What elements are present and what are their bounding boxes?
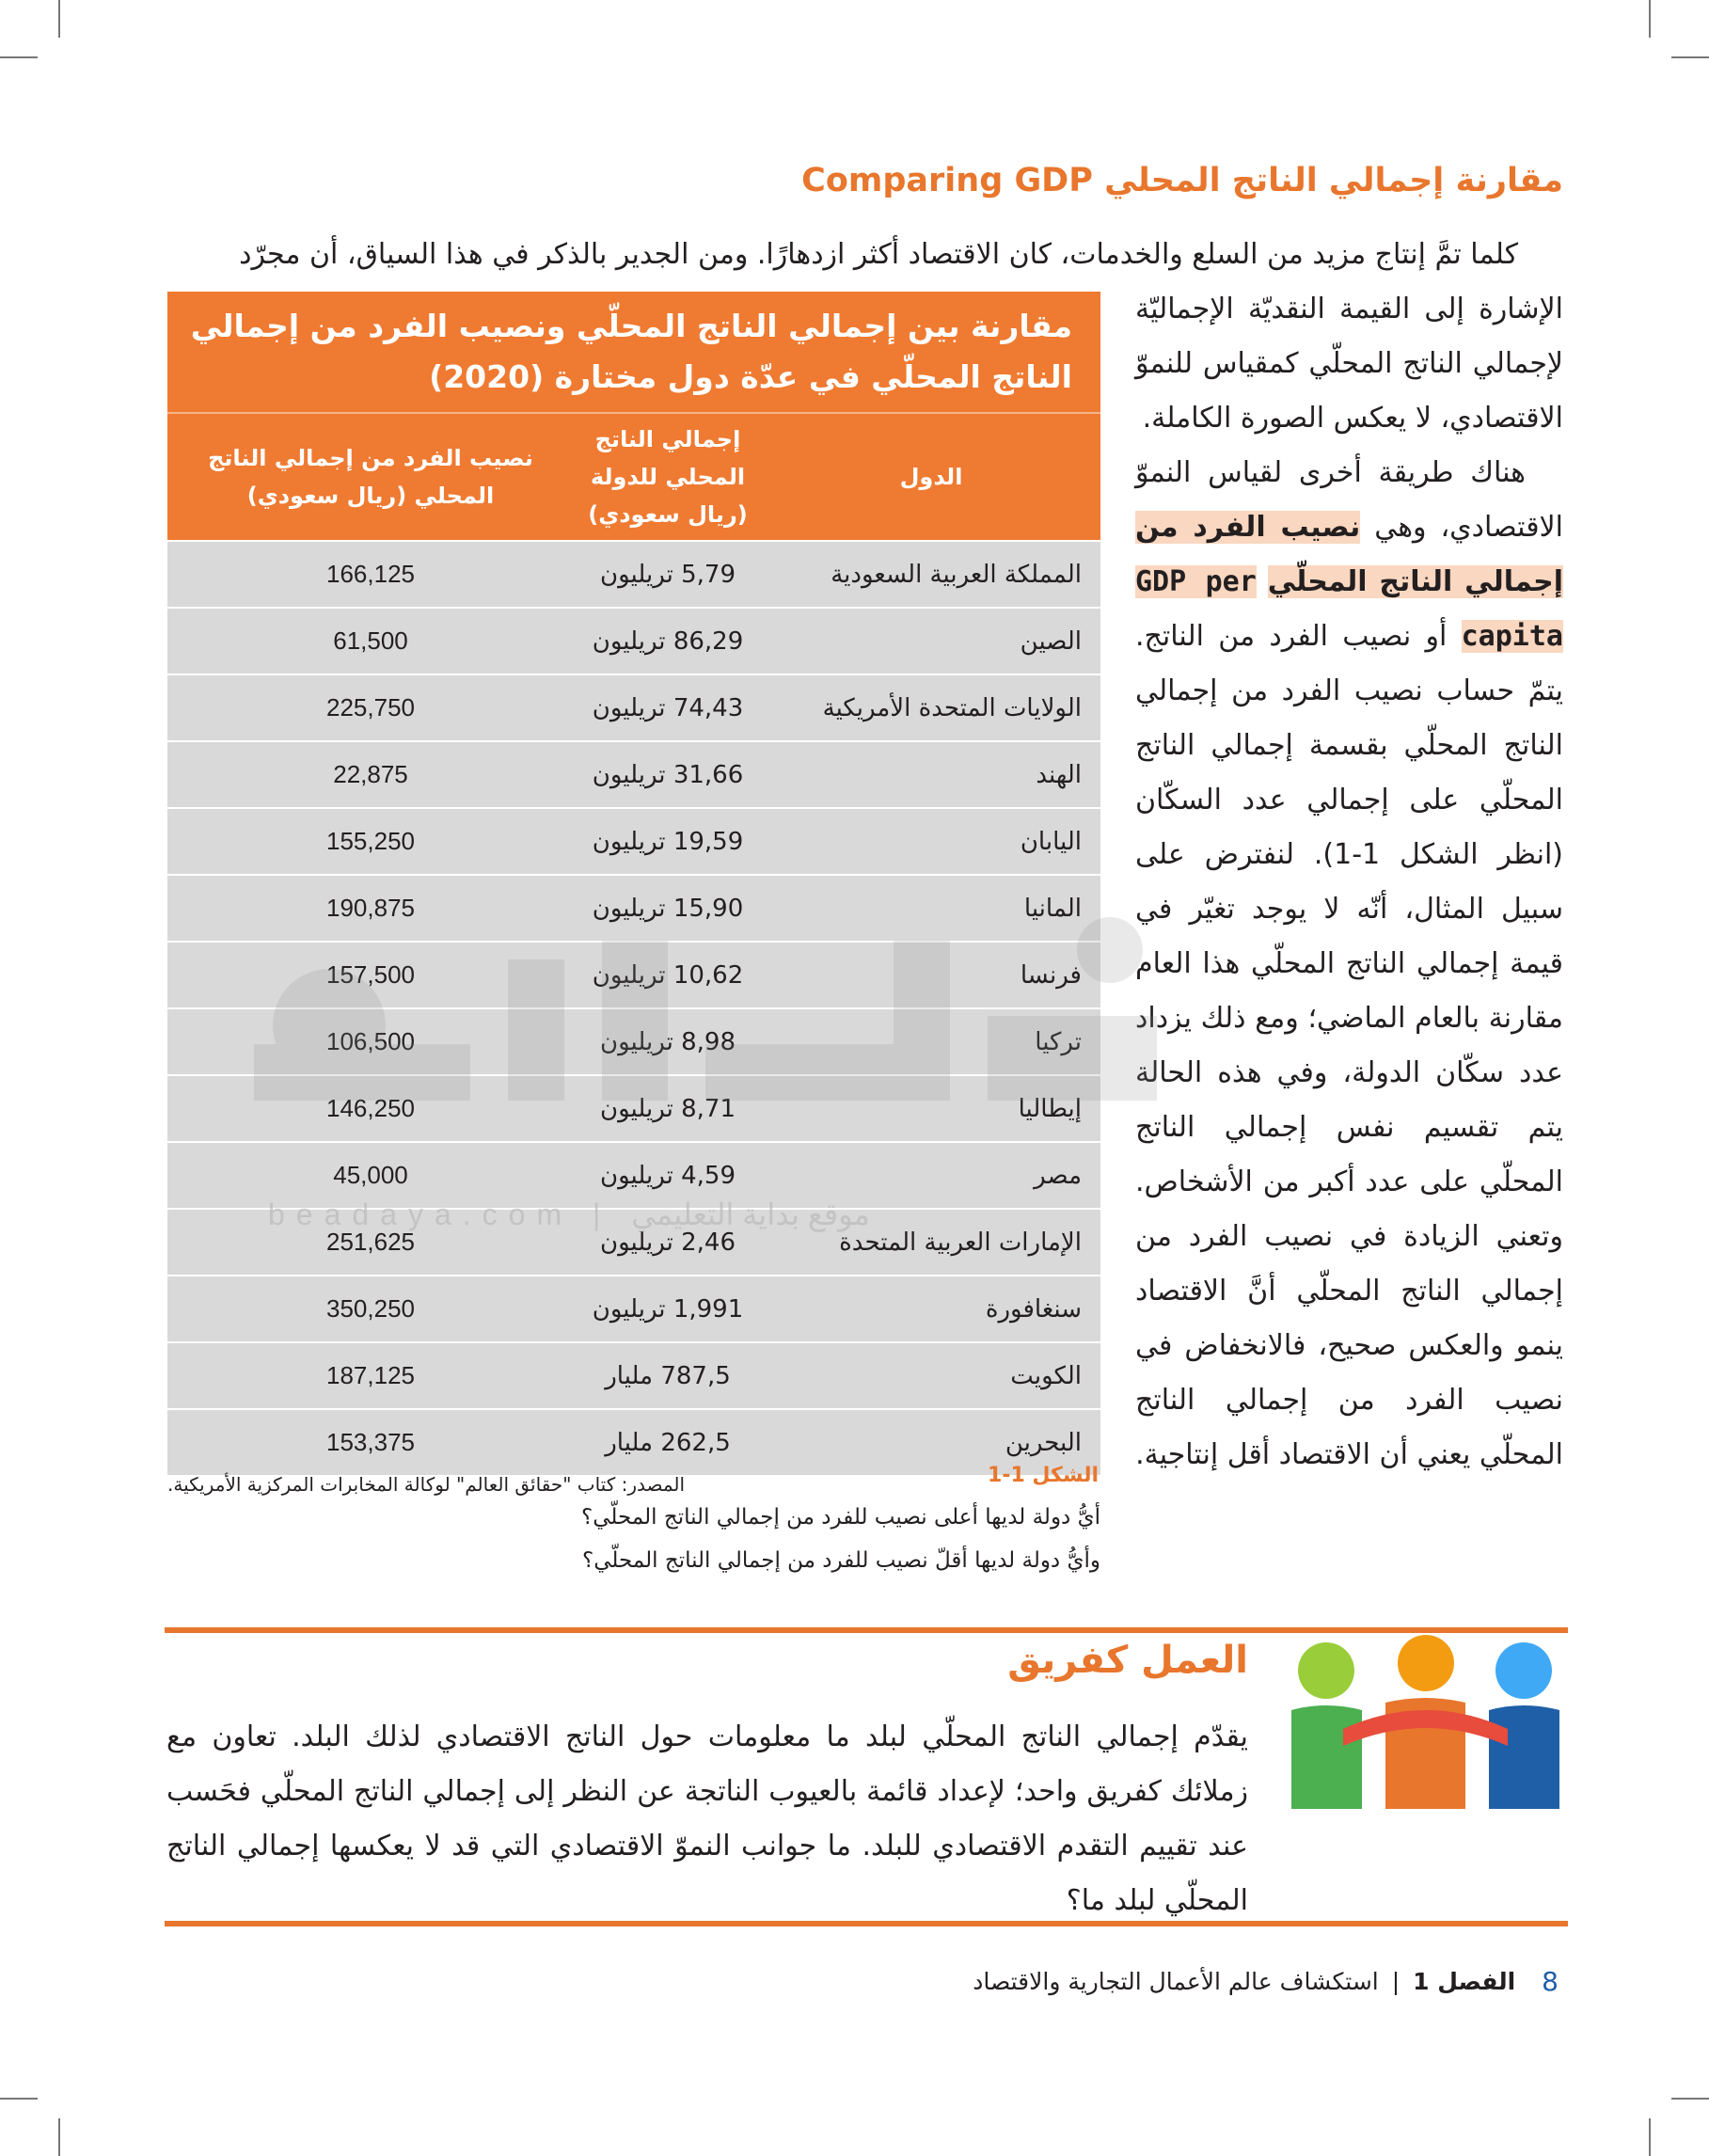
table-row xyxy=(167,607,1100,674)
cell-per-capita: 45,000 xyxy=(333,1161,408,1189)
cell-country: مصر xyxy=(1034,1161,1082,1190)
chapter-label: الفصل 1 xyxy=(1413,1968,1516,1995)
header-per-capita: نصيب الفرد من إجمالي الناتج المحلي (ريال سعودي) xyxy=(208,445,533,509)
cell-per-capita: 225,750 xyxy=(326,693,415,721)
teamwork-title: العمل كفريق xyxy=(1007,1639,1248,1682)
cell-per-capita: 157,500 xyxy=(326,960,415,989)
watermark-url-text: beadaya.com xyxy=(268,1197,574,1231)
cell-gdp: 4,59 تريليون xyxy=(600,1161,736,1190)
cell-gdp: 262,5 مليار xyxy=(605,1428,731,1457)
cell-gdp: 74,43 تريليون xyxy=(592,693,744,722)
table-row xyxy=(167,740,1100,807)
watermark-tagline: موقع بداية التعليمي xyxy=(631,1197,870,1231)
cell-per-capita: 153,375 xyxy=(326,1428,415,1456)
table-row xyxy=(167,941,1100,1007)
cell-per-capita: 22,875 xyxy=(333,760,408,788)
side-paragraph-2 xyxy=(1135,446,1563,1482)
cell-gdp: 15,90 تريليون xyxy=(592,894,744,923)
cell-gdp: 2,46 تريليون xyxy=(600,1228,736,1257)
cell-per-capita: 251,625 xyxy=(326,1228,415,1256)
cell-country: البحرين xyxy=(1005,1428,1082,1457)
cell-per-capita: 166,125 xyxy=(326,560,415,588)
cell-country: سنغافورة xyxy=(985,1294,1082,1324)
cell-per-capita: 187,125 xyxy=(326,1361,415,1389)
table-row xyxy=(167,1074,1100,1141)
teamwork-text: يقدّم إجمالي الناتج المحلّي لبلد ما معلومات حول الناتج الاقتصادي لذلك البلد. تعاون مع زملائك كفريق واحد؛ لإعداد قائمة بالعيوب الناتجة عن النظر إلى إجمالي الناتج المحلّي فحَسب عند تقييم التقدم الاقتصادي للبلد. ما جوانب النموّ الاقتصادي التي قد لا يعكسها إجمالي الناتج المحلّي لبلد ما؟ xyxy=(166,1720,1248,1917)
page-number: 8 xyxy=(1542,1966,1559,1997)
cell-per-capita: 106,500 xyxy=(326,1027,415,1055)
cell-gdp: 1,991 تريليون xyxy=(592,1294,744,1324)
cell-gdp: 10,62 تريليون xyxy=(592,960,744,990)
cell-per-capita: 146,250 xyxy=(326,1094,415,1122)
figure-source: المصدر: كتاب "حقائق العالم" لوكالة المخابرات المركزية الأمريكية. xyxy=(167,1473,686,1496)
side-text xyxy=(1135,282,1563,1482)
cell-country: المملكة العربية السعودية xyxy=(831,560,1082,589)
crop-mark xyxy=(1671,2098,1709,2100)
table-body xyxy=(167,540,1100,1475)
table-row xyxy=(167,1007,1100,1074)
gdp-comparison-table xyxy=(167,292,1100,1475)
cell-country: فرنسا xyxy=(1020,960,1082,990)
cell-gdp: 8,71 تريليون xyxy=(600,1094,736,1123)
table-row xyxy=(167,807,1100,874)
cell-country: تركيا xyxy=(1035,1027,1082,1056)
cell-gdp: 787,5 مليار xyxy=(605,1361,731,1390)
cell-gdp: 31,66 تريليون xyxy=(592,760,744,789)
figure-question-1: أيُّ دولة لديها أعلى نصيب للفرد من إجمالي الناتج المحلّي؟ xyxy=(581,1505,1100,1530)
cell-gdp: 19,59 تريليون xyxy=(592,827,744,856)
chapter-title: استكشاف عالم الأعمال التجارية والاقتصاد xyxy=(973,1968,1379,1995)
page-footer xyxy=(973,1966,1559,1997)
table-row xyxy=(167,674,1100,740)
cell-gdp: 8,98 تريليون xyxy=(600,1027,736,1056)
cell-country: المانيا xyxy=(1023,894,1082,923)
footer-separator: | xyxy=(1391,1968,1400,1995)
cell-country: اليابان xyxy=(1020,827,1082,856)
crop-mark xyxy=(0,56,38,58)
cell-per-capita: 190,875 xyxy=(326,894,415,922)
cell-country: الصين xyxy=(1020,626,1082,656)
intro-paragraph: كلما تمَّ إنتاج مزيد من السلع والخدمات، كان الاقتصاد أكثر ازدهارًا. ومن الجدير بالذكر في هذا السياق، أن مجرّد xyxy=(239,238,1518,271)
cell-gdp: 5,79 تريليون xyxy=(600,560,736,589)
teamwork-icon xyxy=(1287,1635,1564,1814)
cell-country: الولايات المتحدة الأمريكية xyxy=(822,693,1082,722)
crop-mark xyxy=(1649,2118,1651,2156)
figure-label: الشكل 1-1 xyxy=(988,1464,1100,1487)
side-paragraph-2-lead: هناك طريقة أخرى لقياس النموّ الاقتصادي، وهي xyxy=(1135,456,1563,544)
cell-country: الكويت xyxy=(1010,1361,1082,1390)
header-gdp: إجمالي الناتج المحلي للدولة (ريال سعودي) xyxy=(588,426,748,528)
table-header-row xyxy=(167,412,1100,540)
divider-top xyxy=(165,1627,1568,1633)
side-paragraph-2-body: أو نصيب الفرد من الناتج. يتمّ حساب نصيب الفرد من إجمالي الناتج المحلّي بقسمة إجمالي الناتج المحلّي على إجمالي عدد السكّان (انظر الشكل 1-1). لنفترض على سبيل المثال، أنّه لا يوجد تغيّر في قيمة إجمالي الناتج المحلّي هذا العام مقارنة بالعام الماضي؛ ومع ذلك يزداد عدد سكّان الدولة، وفي هذه الحالة يتم تقسيم نفس إجمالي الناتج المحلّي على عدد أكبر من الأشخاص. وتعني الزيادة في نصيب الفرد من إجمالي الناتج المحلّي أنَّ الاقتصاد ينمو والعكس صحيح، فالانخفاض في نصيب الفرد من إجمالي الناتج المحلّي يعني أن الاقتصاد أقل إنتاجية. xyxy=(1135,620,1563,1471)
divider-bottom xyxy=(165,1921,1568,1926)
table-row xyxy=(167,1275,1100,1341)
table-row xyxy=(167,874,1100,941)
cell-per-capita: 350,250 xyxy=(326,1294,415,1323)
watermark-url: beadaya.com | موقع بداية التعليمي xyxy=(268,1197,870,1231)
table-row xyxy=(167,540,1100,607)
table-row xyxy=(167,1341,1100,1408)
highlighted-term: نصيب الفرد من إجمالي الناتج المحلّي xyxy=(1135,511,1563,598)
crop-mark xyxy=(0,2098,38,2100)
table-row xyxy=(167,1408,1100,1475)
figure-question-2: وأيُّ دولة لديها أقلّ نصيب للفرد من إجمالي الناتج المحلّي؟ xyxy=(582,1548,1100,1573)
header-country: الدول xyxy=(899,464,963,490)
side-paragraph-1: الإشارة إلى القيمة النقديّة الإجماليّة لإجمالي الناتج المحلّي كمقياس للنموّ الاقتصادي، لا يعكس الصورة الكاملة. xyxy=(1135,293,1563,435)
cell-country: إيطاليا xyxy=(1018,1094,1082,1123)
cell-country: الهند xyxy=(1036,760,1082,789)
table-title: مقارنة بين إجمالي الناتج المحلّي ونصيب الفرد من إجمالي الناتج المحلّي في عدّة دول مختارة (2020) xyxy=(167,292,1100,412)
cell-per-capita: 61,500 xyxy=(333,626,408,655)
cell-per-capita: 155,250 xyxy=(326,827,415,855)
cell-gdp: 86,29 تريليون xyxy=(592,626,744,656)
crop-mark xyxy=(58,0,60,38)
highlighted-term-en: GDP per capita xyxy=(1135,565,1563,653)
cell-country: الإمارات العربية المتحدة xyxy=(839,1228,1082,1257)
section-heading: مقارنة إجمالي الناتج المحلي Comparing GDP xyxy=(801,162,1563,199)
crop-mark xyxy=(1649,0,1651,38)
crop-mark xyxy=(58,2118,60,2156)
crop-mark xyxy=(1671,56,1709,58)
